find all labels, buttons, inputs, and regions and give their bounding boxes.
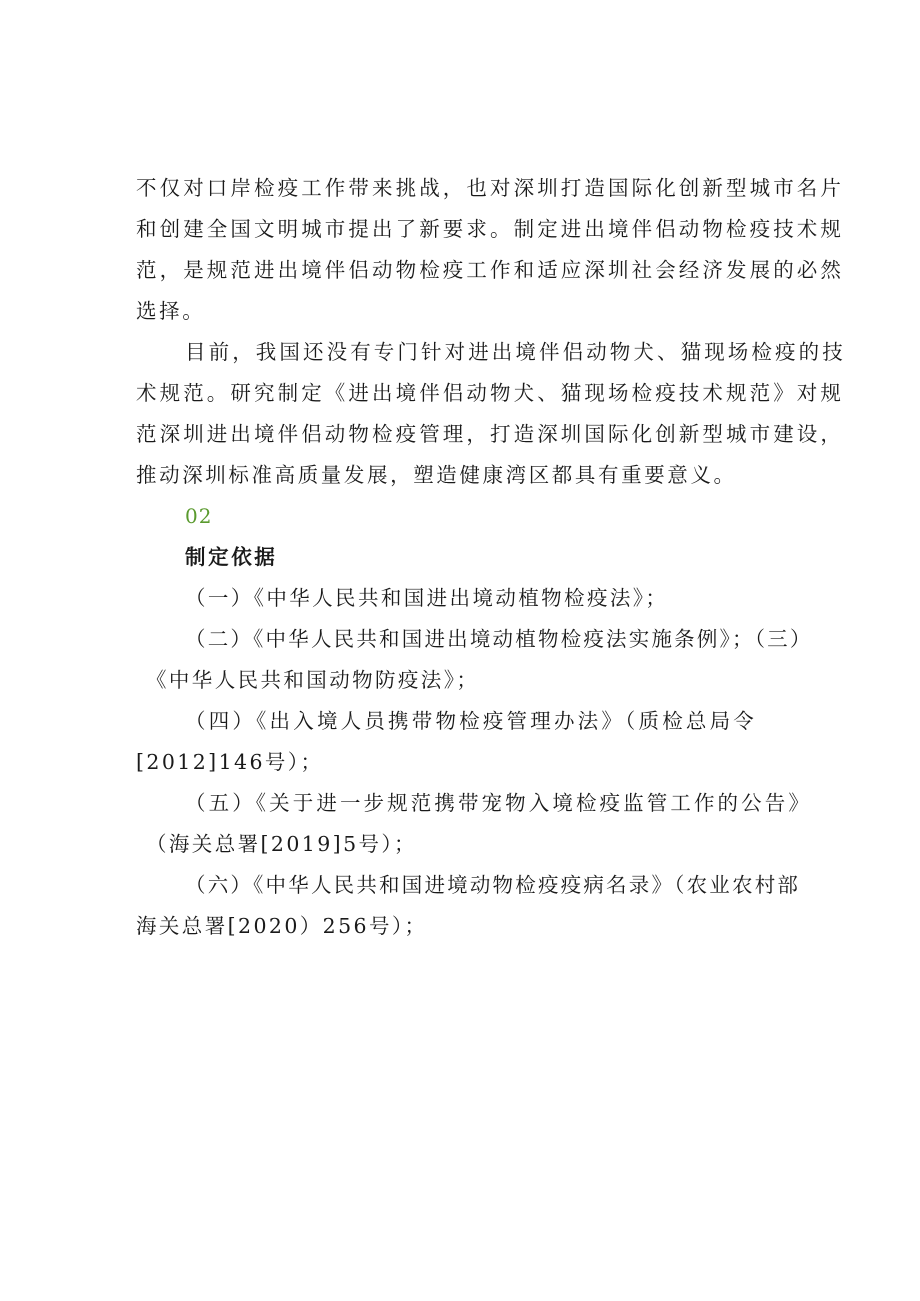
basis-item-2-line1: （二）《中华人民共和国进出境动植物检疫法实施条例》；（三） xyxy=(185,627,813,651)
paragraph2-line4: 推动深圳标准高质量发展，塑造健康湾区都具有重要意义。 xyxy=(136,463,737,487)
basis-item-5-line2: （海关总署[2019]5号）； xyxy=(146,832,417,856)
paragraph1-line4: 选择。 xyxy=(136,299,206,323)
paragraph1-line3: 范，是规范进出境伴侣动物检疫工作和适应深圳社会经济发展的必然 xyxy=(136,258,844,282)
basis-item-4-line1: （四）《出入境人员携带物检疫管理办法》（质检总局令 xyxy=(185,709,757,733)
basis-item-6-line1: （六）《中华人民共和国进境动物检疫疫病名录》（农业农村部 xyxy=(185,873,801,897)
paragraph2-line2: 术规范。研究制定《进出境伴侣动物犬、猫现场检疫技术规范》对规 xyxy=(136,381,844,405)
paragraph2-line1: 目前，我国还没有专门针对进出境伴侣动物犬、猫现场检疫的技 xyxy=(185,340,846,364)
section-title: 制定依据 xyxy=(185,545,278,569)
section-number: 02 xyxy=(185,504,213,528)
basis-item-5-line1: （五）《关于进一步规范携带宠物入境检疫监管工作的公告》 xyxy=(185,791,812,815)
paragraph2-line3: 范深圳进出境伴侣动物检疫管理，打造深圳国际化创新型城市建设， xyxy=(136,422,844,446)
basis-item-4-line2: [2012]146号）； xyxy=(136,750,324,774)
basis-item-6-line2: 海关总署[2020）256号）； xyxy=(136,914,428,938)
basis-item-2-line2: 《中华人民共和国动物防疫法》； xyxy=(146,668,480,692)
basis-item-1: （一）《中华人民共和国进出境动植物检疫法》； xyxy=(185,586,669,610)
paragraph1-line1: 不仅对口岸检疫工作带来挑战，也对深圳打造国际化创新型城市名片 xyxy=(136,176,844,200)
paragraph1-line2: 和创建全国文明城市提出了新要求。制定进出境伴侣动物检疫技术规 xyxy=(136,217,844,241)
